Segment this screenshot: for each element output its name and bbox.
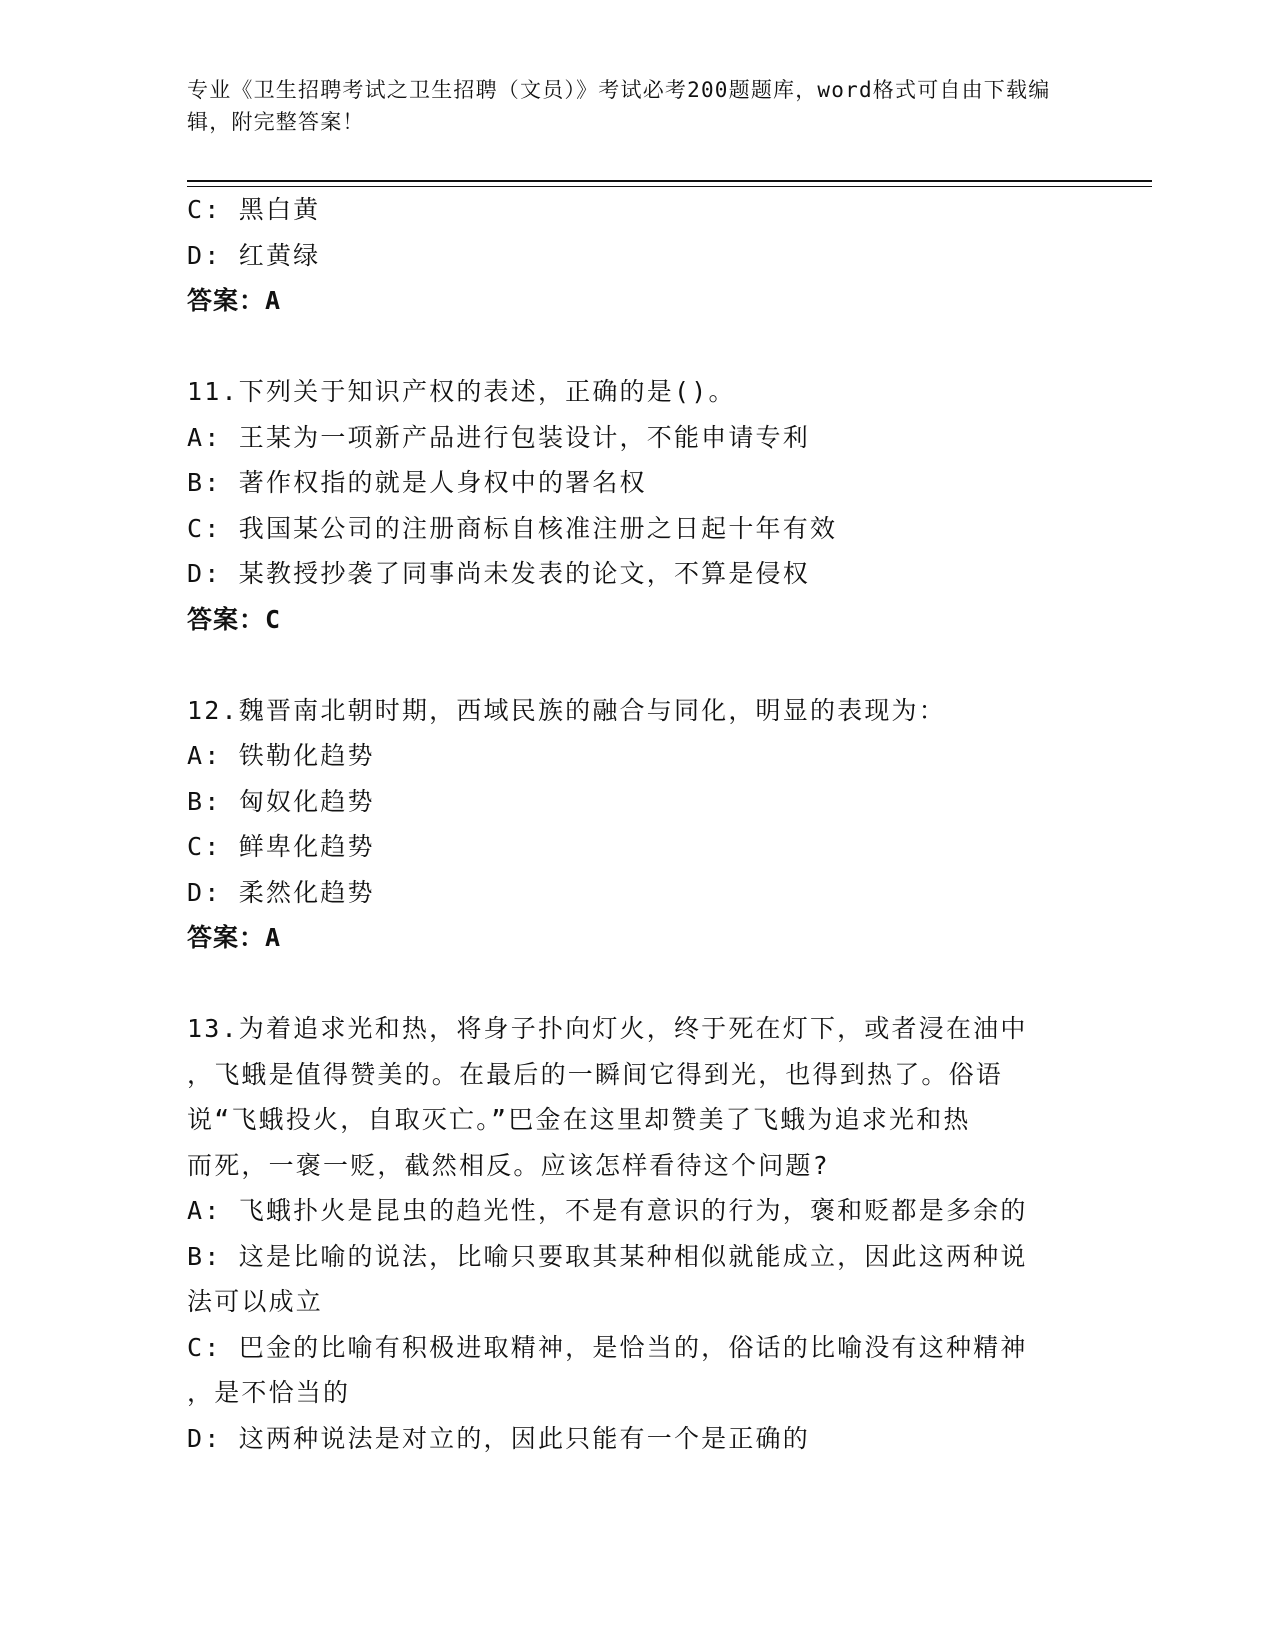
q11-stem: 11.下列关于知识产权的表述，正确的是()。 (187, 377, 736, 406)
q11-option-b: B: 著作权指的就是人身权中的署名权 (187, 468, 647, 497)
q11-option-d: D: 某教授抄袭了同事尚未发表的论文，不算是侵权 (187, 559, 810, 588)
q11-answer: 答案：C (187, 604, 282, 634)
spacer (187, 324, 1077, 370)
prev-answer: 答案：A (187, 286, 282, 315)
q13-option-c-cont: ，是不恰当的 (187, 1378, 351, 1407)
document-header: 专业《卫生招聘考试之卫生招聘（文员）》考试必考200题题库，word格式可自由下载编辑，附完整答案！ (187, 78, 1051, 134)
q12-stem: 12.魏晋南北朝时期，西域民族的融合与同化，明显的表现为： (187, 695, 946, 725)
prev-option-c: C: 黑白黄 (187, 195, 321, 224)
q13-option-b-cont: 法可以成立 (187, 1287, 324, 1316)
q12-option-d: D: 柔然化趋势 (187, 877, 375, 907)
q12-answer: 答案：A (187, 923, 282, 952)
q13-stem-line: 而死，一褒一贬，截然相反。应该怎样看待这个问题? (187, 1150, 830, 1180)
q12-option-b: B: 匈奴化趋势 (187, 786, 375, 816)
spacer (187, 642, 1077, 688)
spacer (187, 961, 1077, 1007)
q12-option-c: C: 鲜卑化趋势 (187, 832, 375, 861)
q12-option-a: A: 铁勒化趋势 (187, 741, 375, 770)
q13-option-c: C: 巴金的比喻有积极进取精神，是恰当的，俗话的比喻没有这种精神 (187, 1332, 1028, 1362)
prev-option-d: D: 红黄绿 (187, 240, 321, 270)
q13-stem-line: 13.为着追求光和热，将身子扑向灯火，终于死在灯下，或者浸在油中 (187, 1014, 1028, 1043)
q13-option-a: A: 飞蛾扑火是昆虫的趋光性，不是有意识的行为，褒和贬都是多余的 (187, 1196, 1028, 1225)
q13-stem-line: ，飞蛾是值得赞美的。在最后的一瞬间它得到光，也得到热了。俗语 (187, 1059, 1004, 1089)
q11-option-c: C: 我国某公司的注册商标自核准注册之日起十年有效 (187, 513, 838, 543)
q13-stem-line: 说“飞蛾投火，自取灭亡。”巴金在这里却赞美了飞蛾为追求光和热 (187, 1105, 971, 1134)
header-divider-thick (187, 180, 1152, 182)
q11-option-a: A: 王某为一项新产品进行包装设计，不能申请专利 (187, 422, 810, 452)
q13-option-b: B: 这是比喻的说法，比喻只要取其某种相似就能成立，因此这两种说 (187, 1241, 1028, 1271)
q13-option-d: D: 这两种说法是对立的，因此只能有一个是正确的 (187, 1423, 810, 1453)
question-content (187, 187, 1077, 1461)
